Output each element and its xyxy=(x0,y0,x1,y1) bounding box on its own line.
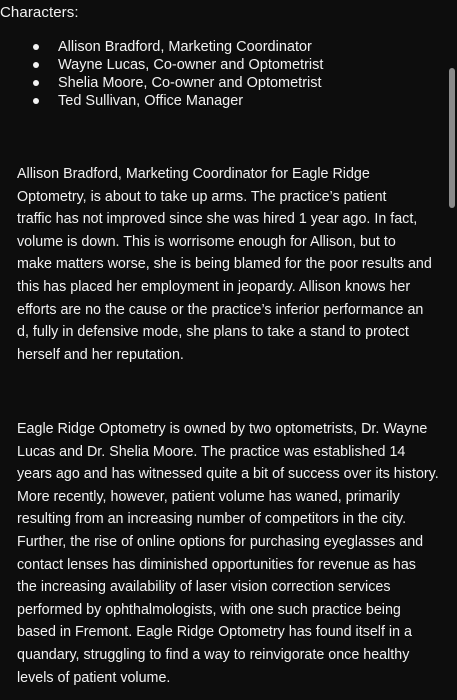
characters-heading: Characters: xyxy=(0,4,79,21)
list-item xyxy=(33,92,323,110)
list-item xyxy=(33,74,323,92)
character-name: Ted Sullivan, Office Manager xyxy=(58,93,244,109)
bullet-icon xyxy=(33,44,39,50)
bullet-icon xyxy=(33,98,39,104)
paragraph-practice: Eagle Ridge Optometry is owned by two optometrists, Dr. Wayne Lucas and Dr. Shelia Moore. The practice was established 14 years ago and has witnessed quite a bit of success over its history. More recently, however, patient volume has waned, primarily resulting from an increasing number of competitors in the city. Further, the rise of online options for purchasing eyeglasses and contact lenses has diminished opportunities for revenue as has the increasing availability of laser vision correction services performed by ophthalmologists, with one such practice being based in Fremont. Eagle Ridge Optometry has found itself in a quandary, struggling to find a way to reinvigorate once healthy levels of patient volume. xyxy=(17,421,439,686)
character-name: Allison Bradford, Marketing Coordinator xyxy=(58,39,312,55)
characters-list xyxy=(33,38,323,110)
list-item xyxy=(33,38,323,56)
paragraph-allison: Allison Bradford, Marketing Coordinator for Eagle Ridge Optometry, is about to take up arms. The practice’s patient traffic has not improved since she was hired 1 year ago. In fact, volume is down. This is worrisome enough for Allison, but to make matters worse, she is being blamed for the poor results and this has placed her employment in jeopardy. Allison knows her efforts are no the cause or the practice’s inferior performance an d, fully in defensive mode, she plans to take a stand to protect herself and her reputation. xyxy=(17,166,432,363)
bullet-icon xyxy=(33,62,39,68)
bullet-icon xyxy=(33,80,39,86)
character-name: Wayne Lucas, Co-owner and Optometrist xyxy=(58,57,324,73)
list-item xyxy=(33,56,323,74)
scrollbar-thumb[interactable] xyxy=(449,68,455,208)
character-name: Shelia Moore, Co-owner and Optometrist xyxy=(58,75,322,91)
